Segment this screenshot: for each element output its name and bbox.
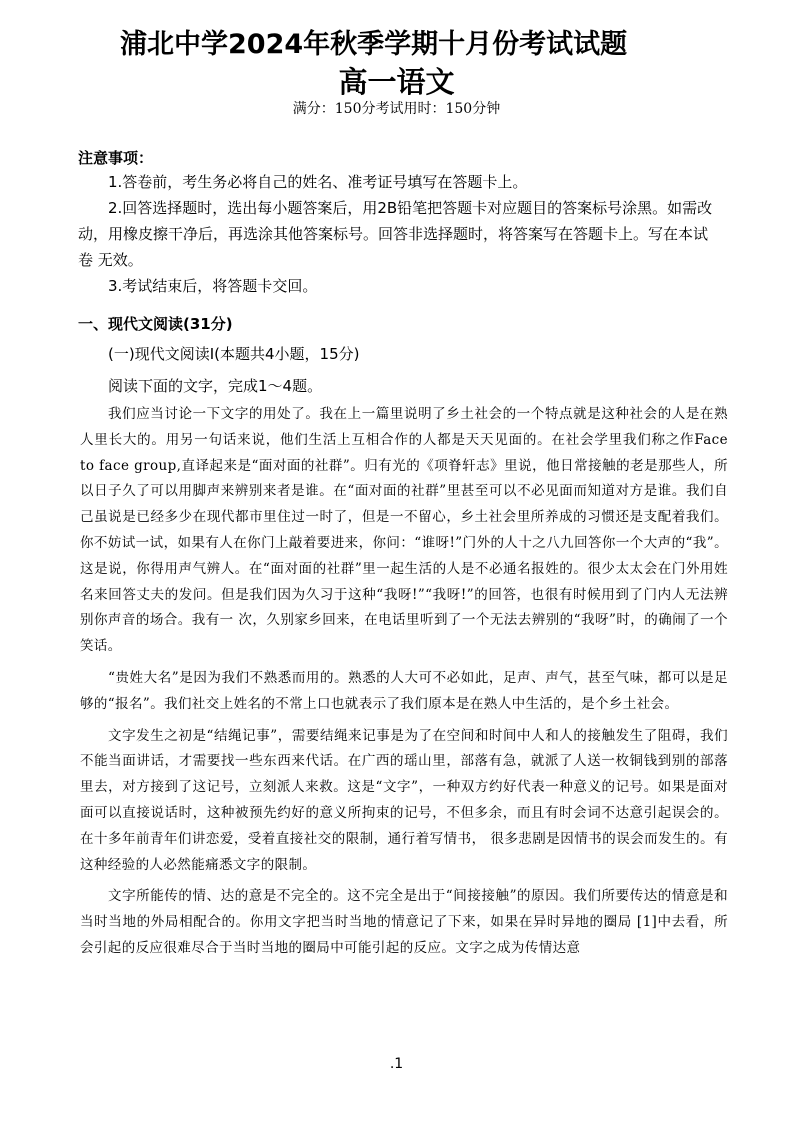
score-time-line: 满分：150分考试用时：150分钟: [292, 101, 501, 117]
section-title: 一、现代文阅读(31分): [78, 315, 233, 333]
reading-passage: [80, 402, 728, 968]
subsection-title: (一)现代文阅读Ⅰ(本题共4小题，15分): [108, 345, 360, 363]
passage-paragraph: 文字所能传的情、达的意是不完全的。这不完全是出于“间接接触”的原因。我们所要传达的情意是和当时当地的外局相配合的。你用文字把当时当地的情意记了下来，如果在异时异地的圈局 [1]中去看，所会引起的反应很难尽合于当时当地的圈局中可能引起的反应。文字之成为传情达意: [80, 888, 728, 956]
exam-subject: 高一语文: [338, 65, 455, 99]
passage-paragraph: 文字发生之初是“结绳记事”，需要结绳来记事是为了在空间和时间中人和人的接触发生了阻碍，我们不能当面讲话，才需要找一些东西来代话。在广西的瑶山里，部落有急，就派了人送一枚铜钱到别的部落里去，对方接到了这记号，立刻派人来救。这是“文字”，一种双方约好代表一种意义的记号。如果是面对面可以直接说话时，这种被预先约好的意义所拘束的记号，不但多余，而且有时会词不达意引起误会的。在十多年前青年们讲恋爱，受着直接社交的限制，通行着写情书， 很多悲剧是因情书的误会而发生的。有这种经验的人必然能痛悉文字的限制。: [80, 727, 728, 873]
reading-instruction: 阅读下面的文字，完成1～4题。: [108, 377, 323, 395]
passage-paragraph: 我们应当讨论一下文字的用处了。我在上一篇里说明了乡土社会的一个特点就是这种社会的人是在熟人里长大的。用另一句话来说，他们生活上互相合作的人都是天天见面的。在社会学里我们称之作Face to face group,直译起来是“面对面的社群”。归有光的《项脊轩志》里说，他日常接触的老是那些人，所以日子久了可以用脚声来辨别来者是谁。在“面对面的社群”里甚至可以不必见面而知道对方是谁。我们自己虽说是已经多少在现代都市里住过一时了，但是一不留心，乡土社会里所养成的习惯还是支配着我们。你不妨试一试，如果有人在你门上敲着要进来，你问：“谁呀!”门外的人十之八九回答你一个大声的“我”。这是说，你得用声气辨人。在“面对面的社群”里一起生活的人是不必通名报姓的。很少太太会在门外用姓名来回答丈夫的发问。但是我们因为久习于这种“我呀!”“我呀!”的回答，也很有时候用到了门内人无法辨别你声音的场合。我有一 次，久别家乡回来，在电话里听到了一个无法去辨别的“我呀”时，的确闹了一个笑话。: [80, 406, 728, 655]
passage-paragraph: “贵姓大名”是因为我们不熟悉而用的。熟悉的人大可不必如此，足声、声气，甚至气味，都可以是足够的“报名”。我们社交上姓名的不常上口也就表示了我们原本是在熟人中生活的，是个乡土社会。: [80, 669, 728, 712]
exam-title: 浦北中学2024年秋季学期十月份考试试题: [120, 29, 628, 60]
notes-heading: 注意事项：: [78, 149, 154, 167]
notes-block: [78, 147, 718, 299]
page-number: .1: [389, 1056, 404, 1072]
note-item: 1.答卷前，考生务必将自己的姓名、准考证号填写在答题卡上。: [108, 173, 528, 191]
note-item: 2.回答选择题时，选出每小题答案后，用2B铅笔把答题卡对应题目的答案标号涂黑。如需改动，用橡皮擦干净后，再选涂其他答案标号。回答非选择题时，将答案写在答题卡上。写在本试卷 无效。: [78, 199, 713, 269]
note-item: 3.考试结束后，将答题卡交回。: [108, 277, 318, 295]
